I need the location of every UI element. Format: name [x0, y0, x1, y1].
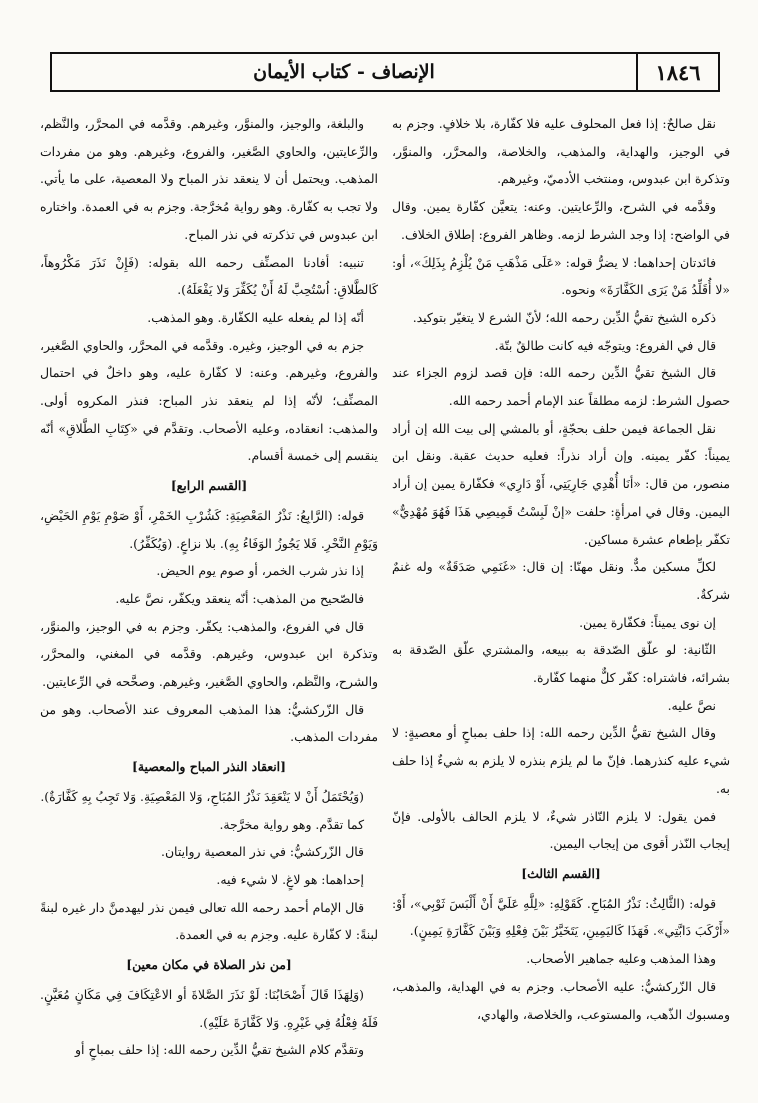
paragraph: كما تقدَّم. وهو رواية مخرَّجة.: [219, 816, 364, 832]
paragraph: قال الشيخ تقيُّ الدِّين رحمه الله: فإن قصد لزوم الجزاء عند حصول الشرط: لزمه مطلقاً عند الإمام أحمد رحمه الله.: [392, 365, 730, 409]
section-heading: [40, 472, 378, 500]
page-header: [50, 52, 720, 92]
paragraph: فمن يقول: لا يلزم النّاذر شيءٌ، لا يلزم الحالف بالأولى. فإنّ إيجاب النّذر أقوى من إيجاب اليمين.: [392, 808, 730, 852]
section-heading: [40, 951, 378, 979]
paragraph: (وَيُحْتَمَلُ أَنْ لا يَنْعَقِدَ نَذْرُ المُبَاحِ، وَلا المَعْصِيَةِ. وَلا تَجِبُ بِهِ كَفَّارَةٌ).: [40, 788, 364, 804]
paragraph: قال الزّركشيُّ: عليه الأصحاب. وجزم به في الهداية، والمذهب، ومسبوك الذّهب، والمستوعب، والخلاصة، والهادي،: [392, 978, 730, 1022]
paragraph: وقدَّمه في الشرح، والرِّعايتين. وعنه: يتعيَّن كفّارة يمين. وقال في الواضح: إذا وجد الشرط لزمه. وظاهر الفروع: إطلاق الخلاف.: [392, 199, 730, 242]
paragraph: وقال الشيخ تقيُّ الدِّين رحمه الله: إذا حلف بمباحٍ أو معصيةٍ: لا شيء عليه كنذرهما. فإنّ ما لم يلزم بنذره لا يلزم به شيءٌ إذا حلف به.: [392, 725, 730, 796]
section-heading: [392, 860, 730, 888]
paragraph: نصَّ عليه.: [667, 697, 716, 713]
section-heading-text: [القسم الرابع]: [170, 478, 248, 494]
page-title: الإنصاف - كتاب الأيمان: [253, 61, 435, 83]
paragraph: الثّانية: لو علّق الصّدقة به ببيعه، والمشتري علّق الصّدقة به بشرائه، فاشتراه: كفّر كلٌّ منهما كفّارة.: [392, 642, 730, 686]
paragraph: جزم به في الوجيز، وغيره. وقدَّمه في المحرَّر، والحاوي الصَّغير، والفروع، وغيرهم. وعنه: لا كفّارة عليه، وهو داخلٌ في احتمال المصنِّف؛ لأنّه إذا لم ينعقد نذر المباح: فنذر المكروه أولى. والمذهب: انعقاده، وعليه الأصحاب. وتقدَّم في «كِتَابِ الطَّلاقِ» أنّه ينقسم إلى خمسة أقسام.: [40, 337, 378, 464]
paragraph: نقل الجماعة فيمن حلف بحجّةٍ، أو بالمشي إلى بيت الله إن أراد يميناً: كفّر يمينه. وإن أراد نذراً: فعليه حديث عقبة. ونقل ابن منصور، من قال: «أنَا أُهْدِي جَارِيَتِي، أَوْ دَارِي» فكفّارة يمين إن أراد اليمين. وقال في امرأةٍ: حلفت «إنْ لَبِسْتُ قَمِيصِي هَذَا فَهُوَ مُهْدِيٌّ» تكفّر بإطعام عشرة مساكين.: [392, 420, 730, 547]
paragraph: قوله: (الرَّابِعُ: نَذْرُ المَعْصِيَةِ: كَشُرْبِ الخَمْرِ، أَوْ صَوْمِ يَوْمِ الحَيْضِ، وَيَوْمِ النَّحْرِ. فَلا يَجُوزُ الوَفَاءُ بِهِ). بلا نزاعٍ. (وَيُكَفِّرُ).: [40, 507, 378, 551]
section-heading-text: [انعقاد النذر المباح والمعصية]: [132, 759, 286, 775]
text-column-left: [40, 110, 378, 1095]
paragraph: قال في الفروع، والمذهب: يكفّر. وجزم به في الوجيز، والمنوَّر، وتذكرة ابن عبدوس، وغيرهم. وقدَّمه في المغني، والمحرَّر، والشرح، والنَّظم، والحاوي الصَّغير، وغيرهم. وصحَّحه في الرِّعايتين.: [40, 618, 378, 690]
paragraph: وتقدَّم كلام الشيخ تقيُّ الدِّين رحمه الله: إذا حلف بمباحٍ أو: [74, 1042, 364, 1058]
paragraph: قوله: (الثَّالِثُ: نَذْرُ المُبَاحِ. كَقَوْلِهِ: «لِلَّهِ عَلَيَّ أَنْ أَلْبَسَ ثَوْبِي»، أَوْ: «أَرْكَبَ دَابَّتِي». فَهَذَا كَاليَمِينِ، يَتَخَيَّرُ بَيْنَ فِعْلِهِ وَبَيْنَ كَفَّارَةِ يَمِينٍ).: [392, 895, 730, 939]
paragraph: لكلِّ مسكين مدٌّ. ونقل مهنّا: إن قال: «غَنَمِي صَدَقَةٌ» وله غنمٌ شركةٌ.: [392, 559, 730, 602]
paragraph: قال الإمام أحمد رحمه الله تعالى فيمن نذر ليهدمنَّ دار غيره لبنةً لبنةً: لا كفّارة عليه. وجزم به في العمدة.: [40, 899, 378, 943]
paragraph: تنبيه: أفادنا المصنِّف رحمه الله بقوله: (فَإِنْ نَذَرَ مَكْرُوهاً، كَالطَّلاقِ: اُسْتُحِبَّ لَهُ أَنْ يُكَفِّرَ وَلا يَفْعَلَهُ).: [40, 254, 378, 298]
paragraph: فائدتان إحداهما: لا يضرُّ قوله: «عَلَى مَذْهَبِ مَنْ يُلْزِمُ بِذَلِكَ»، أو: «لا أُقَلِّدُ مَنْ يَرَى الكَفَّارَةَ» ونحوه.: [392, 254, 730, 298]
paragraph: قال الزّركشيُّ: في نذر المعصية روايتان.: [161, 844, 364, 860]
paragraph: (وَلِهَذَا قَالَ أَصْحَابُنَا: لَوْ نَذَرَ الصَّلاةَ أو الاعْتِكَافَ فِي مَكَانٍ مُعَيَّنٍ. فَلَهُ فِعْلُهُ فِي غَيْرِهِ. وَلا كَفَّارَةَ عَلَيْهِ).: [40, 986, 378, 1030]
paragraph: إذا نذر شرب الخمر، أو صوم يوم الحيض.: [156, 563, 364, 579]
paragraph: فالصّحيح من المذهب: أنّه ينعقد ويكفّر، نصَّ عليه.: [115, 590, 364, 606]
page-number: ١٨٤٦: [636, 54, 718, 90]
text-column-right: [392, 110, 730, 1095]
paragraph: نقل صالحٌ: إذا فعل المحلوف عليه فلا كفّارة، بلا خلافٍ. وجزم به في الوجيز، والهداية، والمذهب، والخلاصة، والمحرَّر، والمنوَّر، وتذكرة ابن عبدوس، ومنتخب الأدميّ، وغيرهم.: [392, 116, 730, 187]
paragraph: أنّه إذا لم يفعله عليه الكفّارة. وهو المذهب.: [147, 309, 364, 325]
section-heading-text: [من نذر الصلاة في مكان معين]: [126, 957, 292, 973]
paragraph: قال الزّركشيُّ: هذا المذهب المعروف عند الأصحاب. وهو من مفردات المذهب.: [40, 701, 378, 745]
section-heading: [40, 753, 378, 781]
paragraph: إحداهما: هو لاغٍ. لا شيء فيه.: [216, 871, 364, 887]
paragraph: إن نوى يميناً: فكفّارة يمين.: [579, 614, 716, 630]
paragraph: قال في الفروع: ويتوجّه فيه كانت طالقٌ بتّة.: [494, 337, 716, 353]
paragraph: والبلغة، والوجيز، والمنوَّر، وغيرهم. وقدَّمه في المحرَّر، والنَّظم، والرِّعايتين، والحاوي الصَّغير، والفروع، وغيرهم. وهو من مفردات المذهب. ويحتمل أن لا ينعقد نذر المباح ولا المعصية، على ما يأتي. ولا تجب به كفّارة. وهو رواية مُخرَّجة. وجزم به في العمدة. واختاره ابن عبدوس في تذكرته في نذر المباح.: [40, 116, 378, 242]
paragraph: ذكره الشيخ تقيُّ الدِّين رحمه الله؛ لأنّ الشرع لا يتغيّر بتوكيد.: [412, 309, 716, 325]
section-heading-text: [القسم الثالث]: [521, 865, 601, 881]
paragraph: وهذا المذهب وعليه جماهير الأصحاب.: [526, 951, 716, 967]
